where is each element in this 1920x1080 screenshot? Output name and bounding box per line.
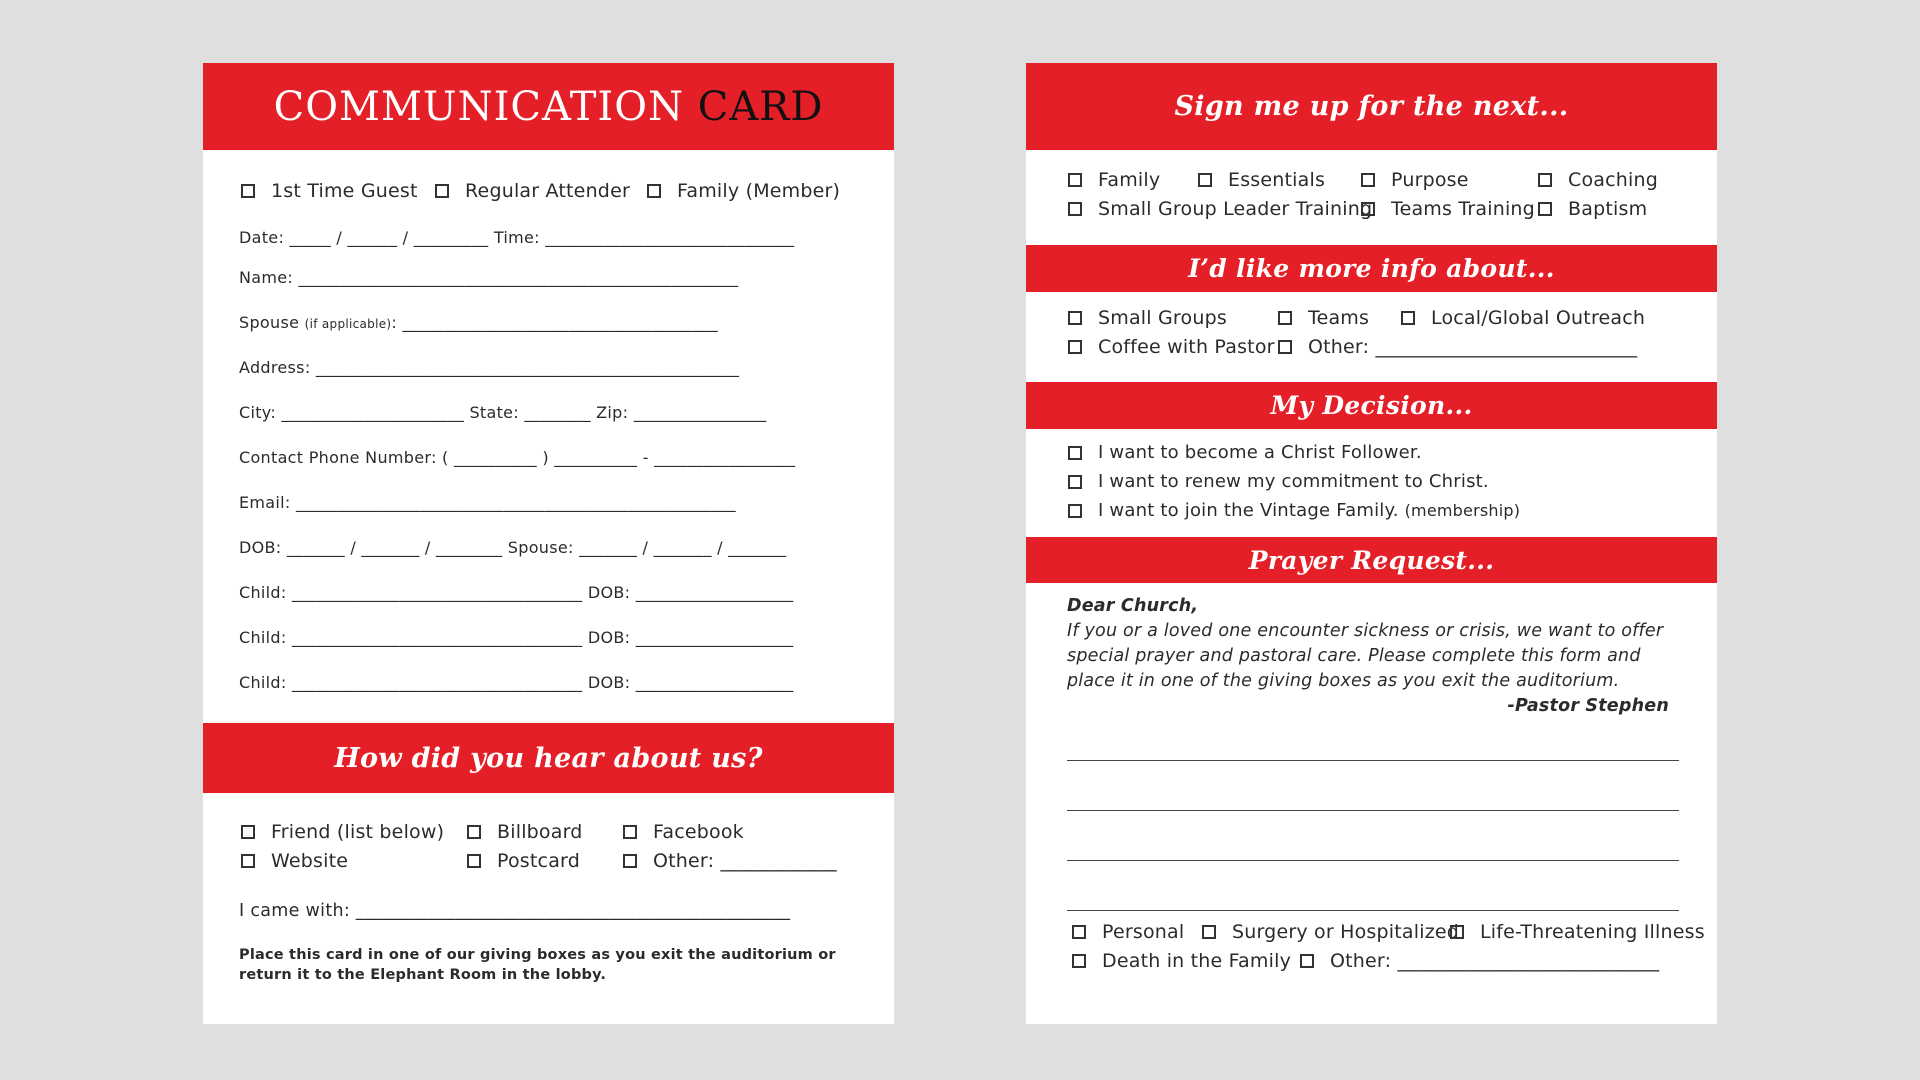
checkbox-family-class[interactable]: Family: [1068, 169, 1198, 191]
checkbox-icon[interactable]: [1401, 311, 1415, 325]
checkbox-postcard[interactable]: Postcard: [467, 850, 623, 872]
checkbox-death-in-family[interactable]: Death in the Family: [1072, 950, 1300, 972]
signup-options-row-2: [1068, 198, 1647, 220]
checkbox-billboard[interactable]: Billboard: [467, 821, 623, 843]
checkbox-icon[interactable]: [1538, 202, 1552, 216]
child-field-1[interactable]: Child: ___________________________________ DOB: ___________________: [239, 583, 794, 602]
checkbox-join-family[interactable]: I want to join the Vintage Family. (membership): [1068, 500, 1520, 521]
prayer-heading-band: [1026, 537, 1717, 583]
hear-options-row-1: [241, 821, 744, 843]
checkbox-coffee-with-pastor[interactable]: Coffee with Pastor: [1068, 336, 1278, 358]
prayer-line-1[interactable]: [1067, 760, 1679, 761]
info-options-row-2: [1068, 336, 1637, 358]
prayer-message: [1067, 594, 1687, 719]
address-field[interactable]: Address: ___________________________________________________: [239, 358, 740, 377]
checkbox-other-prayer[interactable]: Other: ___________________________: [1300, 950, 1659, 972]
checkbox-icon[interactable]: [1072, 925, 1086, 939]
dob-field[interactable]: DOB: _______ / _______ / ________ Spouse: _______ / _______ / _______: [239, 538, 787, 557]
city-state-zip-field[interactable]: City: ______________________ State: ________ Zip: ________________: [239, 403, 767, 422]
hear-heading-band: [203, 723, 894, 793]
checkbox-icon[interactable]: [1068, 475, 1082, 489]
checkbox-icon[interactable]: [1300, 954, 1314, 968]
checkbox-icon[interactable]: [467, 854, 481, 868]
checkbox-personal[interactable]: Personal: [1072, 921, 1202, 943]
checkbox-icon[interactable]: [623, 854, 637, 868]
prayer-line-2[interactable]: [1067, 810, 1679, 811]
checkbox-family-member[interactable]: Family (Member): [647, 180, 840, 202]
checkbox-small-groups[interactable]: Small Groups: [1068, 307, 1278, 329]
checkbox-icon[interactable]: [241, 184, 255, 198]
checkbox-icon[interactable]: [647, 184, 661, 198]
checkbox-friend[interactable]: Friend (list below): [241, 821, 467, 843]
checkbox-icon[interactable]: [1068, 202, 1082, 216]
phone-field[interactable]: Contact Phone Number: ( __________ ) __________ - _________________: [239, 448, 796, 467]
checkbox-baptism[interactable]: Baptism: [1538, 198, 1647, 220]
checkbox-life-threatening[interactable]: Life-Threatening Illness: [1450, 921, 1705, 943]
checkbox-icon[interactable]: [1278, 311, 1292, 325]
prayer-body: If you or a loved one encounter sickness or crisis, we want to offer special prayer and pastoral care. Please complete this form and place it in one of the giving boxes as you exit the auditorium.: [1067, 621, 1664, 691]
checkbox-purpose[interactable]: Purpose: [1361, 169, 1538, 191]
prayer-options-row-2: [1072, 950, 1659, 972]
checkbox-icon[interactable]: [1068, 173, 1082, 187]
checkbox-icon[interactable]: [623, 825, 637, 839]
checkbox-first-time-guest[interactable]: 1st Time Guest: [241, 180, 435, 202]
card-title-band: [203, 63, 894, 150]
checkbox-icon[interactable]: [1068, 311, 1082, 325]
child-field-2[interactable]: Child: ___________________________________ DOB: ___________________: [239, 628, 794, 647]
child-field-3[interactable]: Child: ___________________________________ DOB: ___________________: [239, 673, 794, 692]
signup-heading-band: [1026, 63, 1717, 150]
signup-heading: Sign me up for the next...: [1174, 91, 1569, 122]
checkbox-small-group-leader-training[interactable]: Small Group Leader Training: [1068, 198, 1361, 220]
checkbox-icon[interactable]: [1361, 173, 1375, 187]
spouse-field[interactable]: Spouse (if applicable): ______________________________________: [239, 313, 718, 332]
checkbox-teams-training[interactable]: Teams Training: [1361, 198, 1538, 220]
response-card: [1026, 63, 1717, 1024]
checkbox-website[interactable]: Website: [241, 850, 467, 872]
checkbox-renew-commitment[interactable]: I want to renew my commitment to Christ.: [1068, 471, 1489, 492]
decision-heading-band: [1026, 382, 1717, 429]
hear-heading: How did you hear about us?: [334, 742, 763, 774]
prayer-line-4[interactable]: [1067, 910, 1679, 911]
checkbox-teams[interactable]: Teams: [1278, 307, 1401, 329]
came-with-field[interactable]: I came with: ________________________________________________: [239, 901, 791, 921]
checkbox-icon[interactable]: [467, 825, 481, 839]
checkbox-christ-follower[interactable]: I want to become a Christ Follower.: [1068, 442, 1422, 463]
checkbox-icon[interactable]: [241, 825, 255, 839]
checkbox-icon[interactable]: [1361, 202, 1375, 216]
checkbox-coaching[interactable]: Coaching: [1538, 169, 1658, 191]
footer-note: Place this card in one of our giving boxes as you exit the auditorium or return it to the Elephant Room in the lobby.: [239, 947, 836, 983]
hear-options-row-2: [241, 850, 837, 872]
decision-heading: My Decision...: [1270, 391, 1473, 420]
checkbox-icon[interactable]: [1068, 340, 1082, 354]
checkbox-surgery[interactable]: Surgery or Hospitalized: [1202, 921, 1450, 943]
status-options: [241, 180, 840, 202]
checkbox-icon[interactable]: [1202, 925, 1216, 939]
checkbox-outreach[interactable]: Local/Global Outreach: [1401, 307, 1645, 329]
info-options-row-1: [1068, 307, 1645, 329]
prayer-options-row-1: [1072, 921, 1705, 943]
checkbox-icon[interactable]: [241, 854, 255, 868]
signup-options-row-1: [1068, 169, 1658, 191]
email-field[interactable]: Email: _____________________________________________________: [239, 493, 736, 512]
checkbox-icon[interactable]: [435, 184, 449, 198]
checkbox-other-info[interactable]: Other: ___________________________: [1278, 336, 1637, 358]
prayer-signature: -Pastor Stephen: [1507, 696, 1669, 716]
checkbox-essentials[interactable]: Essentials: [1198, 169, 1361, 191]
checkbox-icon[interactable]: [1450, 925, 1464, 939]
checkbox-icon[interactable]: [1068, 446, 1082, 460]
prayer-greeting: Dear Church,: [1067, 596, 1199, 616]
checkbox-icon[interactable]: [1278, 340, 1292, 354]
checkbox-regular-attender[interactable]: Regular Attender: [435, 180, 647, 202]
checkbox-other-source[interactable]: Other: ____________: [623, 850, 837, 872]
checkbox-facebook[interactable]: Facebook: [623, 821, 744, 843]
card-title: COMMUNICATION CARD: [273, 83, 824, 130]
info-heading-band: [1026, 245, 1717, 292]
checkbox-icon[interactable]: [1072, 954, 1086, 968]
checkbox-icon[interactable]: [1198, 173, 1212, 187]
checkbox-icon[interactable]: [1538, 173, 1552, 187]
info-heading: I’d like more info about...: [1188, 254, 1555, 283]
date-time-field[interactable]: Date: _____ / ______ / _________ Time: ______________________________: [239, 228, 795, 247]
name-field[interactable]: Name: _____________________________________________________: [239, 268, 739, 287]
prayer-line-3[interactable]: [1067, 860, 1679, 861]
checkbox-icon[interactable]: [1068, 504, 1082, 518]
communication-card: [203, 63, 894, 1024]
prayer-heading: Prayer Request...: [1248, 545, 1495, 575]
